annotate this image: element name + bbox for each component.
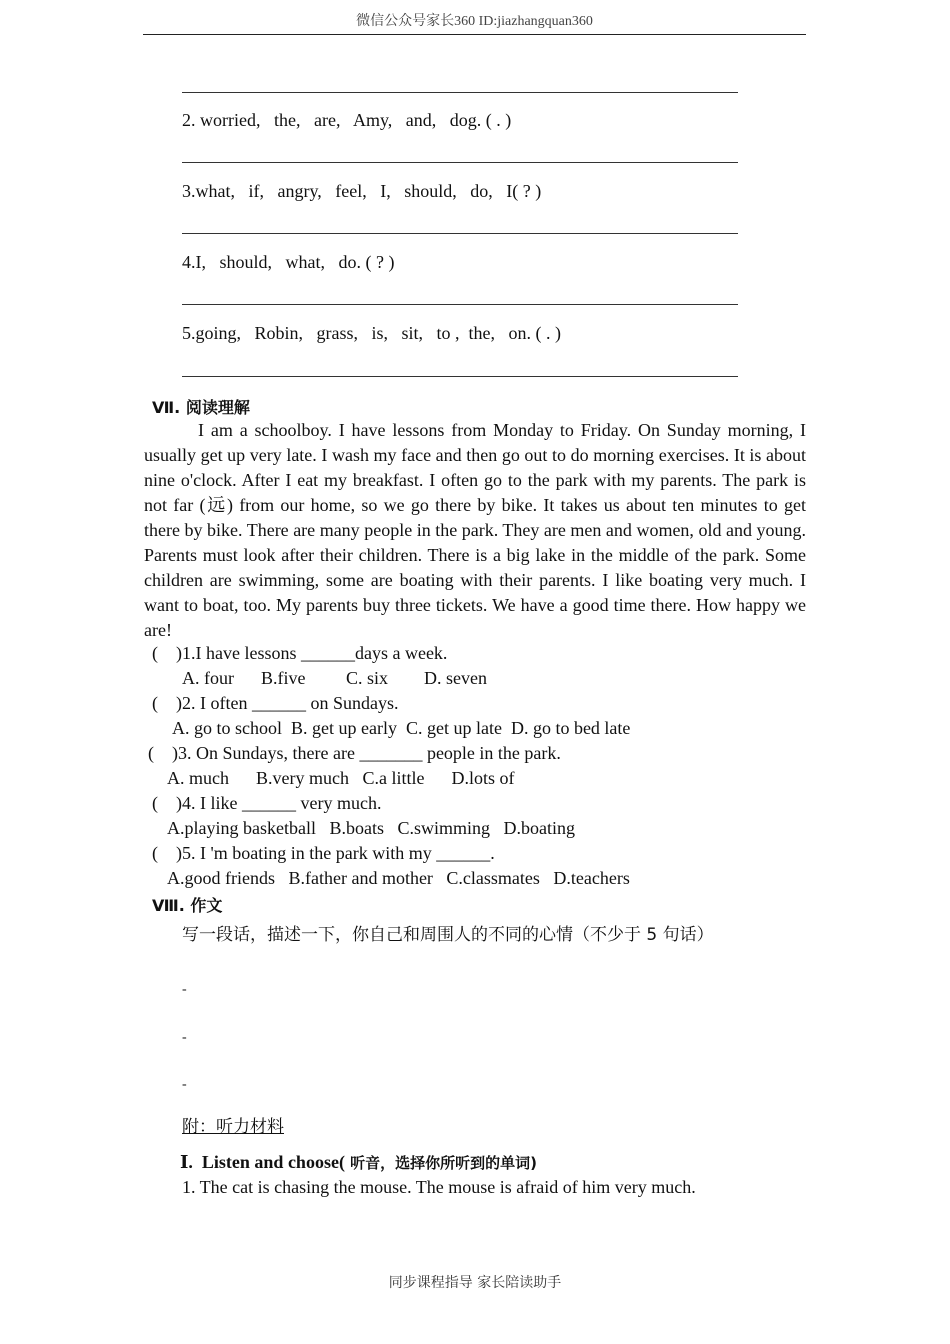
answer-line <box>182 233 738 234</box>
question: ( )3. On Sundays, there are _______ people in the park. <box>148 743 561 763</box>
listening-title-en: Ⅰ. Listen and choose( <box>180 1152 345 1172</box>
blank-line-marker: - <box>182 982 187 997</box>
section-reading-title: Ⅶ. 阅读理解 <box>152 398 250 417</box>
question: ( )5. I 'm boating in the park with my ______. <box>152 843 495 863</box>
answer-line <box>182 376 738 377</box>
scrambled-sentence: 2. worried, the, are, Amy, and, dog. ( . ) <box>182 110 512 130</box>
writing-prompt: 写一段话，描述一下，你自己和周围人的不同的心情（不少于 5 句话） <box>182 925 714 945</box>
blank-line-marker: - <box>182 1077 187 1092</box>
appendix-title: 附：听力材料 <box>182 1117 284 1137</box>
listening-section-title <box>180 1151 537 1174</box>
question-options: A. much B.very much C.a little D.lots of <box>167 768 515 788</box>
answer-line <box>182 92 738 93</box>
question: ( )4. I like ______ very much. <box>152 793 382 813</box>
listening-sentence: 1. The cat is chasing the mouse. The mouse is afraid of him very much. <box>182 1177 696 1197</box>
answer-line <box>182 304 738 305</box>
question-options: A. four B.five C. six D. seven <box>182 668 487 688</box>
page-footer: 同步课程指导 家长陪读助手 <box>388 1275 562 1291</box>
scrambled-sentence: 4.I, should, what, do. ( ? ) <box>182 252 395 272</box>
question-options: A.playing basketball B.boats C.swimming D.boating <box>167 818 575 838</box>
answer-line <box>182 162 738 163</box>
page-header: 微信公众号家长360 ID:jiazhangquan360 <box>143 10 806 35</box>
blank-line-marker: - <box>182 1030 187 1045</box>
listening-title-cn: 听音，选择你所听到的单词) <box>344 1154 538 1172</box>
question: ( )1.I have lessons ______days a week. <box>152 643 448 663</box>
section-writing-title: Ⅷ. 作文 <box>152 896 223 915</box>
scrambled-sentence: 3.what, if, angry, feel, I, should, do, I( ? ) <box>182 181 542 201</box>
question-options: A. go to school B. get up early C. get up late D. go to bed late <box>172 718 631 738</box>
question: ( )2. I often ______ on Sundays. <box>152 693 399 713</box>
scrambled-sentence: 5.going, Robin, grass, is, sit, to , the, on. ( . ) <box>182 323 561 343</box>
reading-passage: I am a schoolboy. I have lessons from Monday to Friday. On Sunday morning, I usually get up very late. I wash my face and then go out to do morning exercises. It is about nine o'clock. After I eat my breakfast. I often go to the park with my parents. The park is not far (远) from our home, so we go there by bike. It takes us about ten minutes to get there by bike. There are many people in the park. They are men and women, old and young. Parents must look after their children. There is a big lake in the middle of the park. Some children are swimming, some are boating with their parents. I like boating very much. I want to boat, too. My parents buy three tickets. We have a good time there. How happy we are! <box>144 420 806 640</box>
question-options: A.good friends B.father and mother C.classmates D.teachers <box>167 868 630 888</box>
